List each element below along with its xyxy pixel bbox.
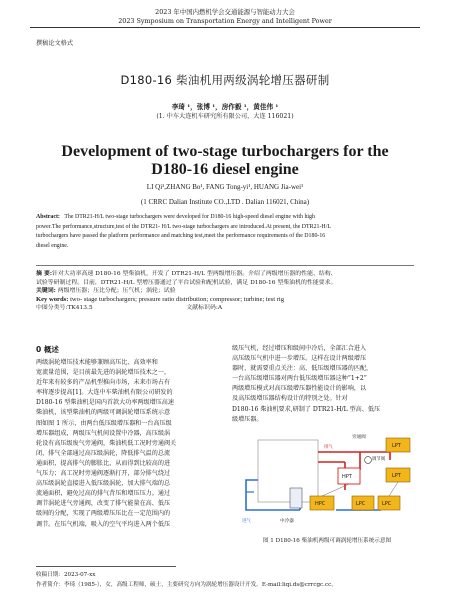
body-line: 及高压级增压器结构设计的特别之处。针对 [232, 395, 348, 403]
body-line: 宽流量范围，是目前最先进的涡轮增压技术之一， [36, 369, 171, 377]
keywords-en: two- stage turbochargers; pressure ratio distribution; compressor; turbine; test rig [70, 295, 285, 303]
lpc-label-1: LPC [356, 501, 366, 507]
classification-value: TK413.5 [67, 305, 93, 312]
body-line: 流通面积，避免过高的排气背压和增压压力。通过 [36, 490, 171, 498]
abstract-cn [36, 270, 416, 313]
body-line: D180-16 柴油机要求,研制了 DTR21-H/L 型高、低压 [232, 405, 381, 413]
abstract-en [36, 213, 416, 251]
body-line: 高压级涡轮直接进入低压级涡轮，加大排气端的总 [36, 480, 171, 488]
body-line: 轮设有高压级废气旁通阀，柴油机低工况时旁通阀关 [36, 439, 177, 447]
bypass-label: 旁通阀 [352, 435, 366, 440]
header-rule [30, 27, 420, 28]
authors-en: LI Qi¹,ZHANG Bo¹, FANG Tong-yi¹, HUANG Jia-wei¹ [146, 183, 304, 191]
abstract-cn-label: 摘 要: [36, 270, 53, 277]
abstract-en-line: turbochargers have passed the platform performance and matching test,meet the performance requirements of the D180-16 [36, 233, 326, 240]
title-cn: D180-16 柴油机用两级涡轮增压器研制 [120, 73, 330, 87]
right-column [232, 344, 418, 425]
body-line: 气压力；高工况时旁通阀逐渐打开，部分排气绕过 [36, 470, 171, 478]
abstract-en-line: power.The performance,structure,test of the DTR21- H/L two-stage turbochargers are introduced.At present, the DTR21-H/L [36, 223, 331, 230]
hpc-label: HPC [315, 501, 326, 507]
exhaust-label: 排气 [324, 445, 333, 450]
conference-header-cn: 2023 年中国内燃机学会交通能源与智能动力大会 [155, 8, 295, 16]
body-line: 图如图 1 所示，由两台低压级增压器和一台高压级 [36, 419, 172, 427]
keywords-cn: 两级增压器；压比分配；压气机；涡轮；试验 [57, 288, 176, 295]
affiliation-cn: (1. 中车大连机车研究所有限公司，大连 116021) [156, 113, 294, 120]
figure-caption: 图 1 D180-16 柴油机两级可调涡轮增压系统示意图 [262, 538, 392, 544]
intercooler [290, 488, 302, 508]
lpt-label-2: LPT [392, 473, 401, 479]
body-line: 级间的分配，实现了两级增压压比在一定范围内的 [36, 510, 171, 518]
body-line: 调节。在压气机端，吸入的空气平均进入两个低压 [36, 520, 171, 528]
hpt-label: HPT [342, 474, 352, 480]
body-line: 闭，排气全部通过高压级涡轮，降低排气温的总流 [36, 449, 171, 457]
doc-code-value: A [217, 305, 223, 312]
conference-header-en: 2023 Symposium on Transportation Energy and Intelligent Power [118, 17, 332, 25]
lpc-label-2: LPC [382, 501, 392, 507]
lp-shaft [389, 482, 398, 496]
section-label: 撰稿论文格式 [36, 40, 74, 47]
body-line: 两级增压模式对高压级增压器性能设计的影响，以 [232, 385, 367, 393]
abstract-cn-line: 针对大功率高速 D180-16 型柴油机，开发了 DTR21-H/L 型两级增压器。介绍了两级增压器的性能、结构、 [52, 271, 337, 277]
left-column [36, 358, 224, 530]
classification-label: 中图分类号: [36, 305, 68, 312]
author-bio: 作者简介：李琦（1985-），女，高级工程师，硕士，主要研究方向为涡轮增压器设计开发。E-mail:liqi.ds@crrcgc.cc。 [36, 582, 337, 588]
intercooler-label: 中冷器 [280, 519, 294, 524]
abstract-en-line: diesel engine. [36, 242, 69, 249]
intake-label: 进气 [242, 519, 251, 524]
keywords-en-label: Key words: [36, 295, 69, 303]
abstract-cn-line: 试验等研制过程。目前，DTR21-H/L 型增压器通过了平台试验和配机试验，满足 D180-16 型柴油机的性能要求。 [36, 279, 337, 286]
title-en-line1: Development of two-stage turbochargers for the [61, 143, 389, 160]
body-line: 器时，就需要重点关注：高、低压级增压器的匹配， [232, 365, 373, 373]
body-line: 柴油机，该型柴油机的两级可调涡轮增压系统示意 [36, 409, 171, 417]
footnote-rule [36, 566, 176, 567]
body-line: D180-16 型柴油机是国内首款大功率两级增压高速 [36, 399, 174, 407]
abstract-en-line: The DTR21-H/L two-stage turbochargers were developed for D180-16 high-speed diesel engine with high [64, 214, 315, 220]
lpt-label-1: LPT [392, 443, 401, 449]
body-line: 率将逐步提高[1]。大连中车柴油机有限公司研发的 [36, 389, 173, 397]
doc-code-label: 文献标识码: [186, 305, 218, 312]
body-line: 通面积，提高排气的膨胀比，从而得到比较高的进 [36, 459, 171, 467]
keywords-cn-label: 关键词: [36, 287, 56, 295]
abstract-divider [36, 265, 414, 266]
body-line: 级压气机，经过增压和级间中冷后，全部汇合进入 [232, 345, 367, 352]
section-heading: 0 概述 [36, 345, 59, 354]
valve-label: 调节阀 [372, 457, 386, 462]
engine-block [258, 440, 318, 502]
body-line: 两级涡轮增压技术能够兼顾高压比、高效率和 [36, 359, 158, 366]
body-line: 增压器组成，两级压气机间设置中冷器，高压级涡 [36, 429, 171, 437]
affiliation-en: (1 CRRC Dalian Institute CO.,LTD . Dalian 116021, China) [140, 198, 310, 206]
received-date: 收稿日期：2023-07-xx [36, 572, 96, 578]
turbo-system-diagram [240, 430, 418, 530]
abstract-en-label: Abstract: [36, 214, 60, 220]
title-en-line2: D180-16 diesel engine [151, 161, 299, 178]
body-line: 一台高压级增压器对两台低压级增压器这种“1+2” [232, 375, 367, 383]
bypass-valve [365, 457, 372, 464]
body-line: 调节涡轮进气旁通阀，改变了排气能量在高、低压 [36, 500, 171, 508]
body-line: 近年来有较多的产品机型推向市场，未来市场占有 [36, 379, 171, 387]
body-line: 高压级压气机中进一步增压。这样在设计两级增压 [232, 355, 367, 363]
body-line: 级增压器。 [232, 415, 263, 423]
authors-cn: 李琦 ¹，张博 ¹，房作毅 ¹，黄佳伟 ¹ [171, 103, 279, 111]
